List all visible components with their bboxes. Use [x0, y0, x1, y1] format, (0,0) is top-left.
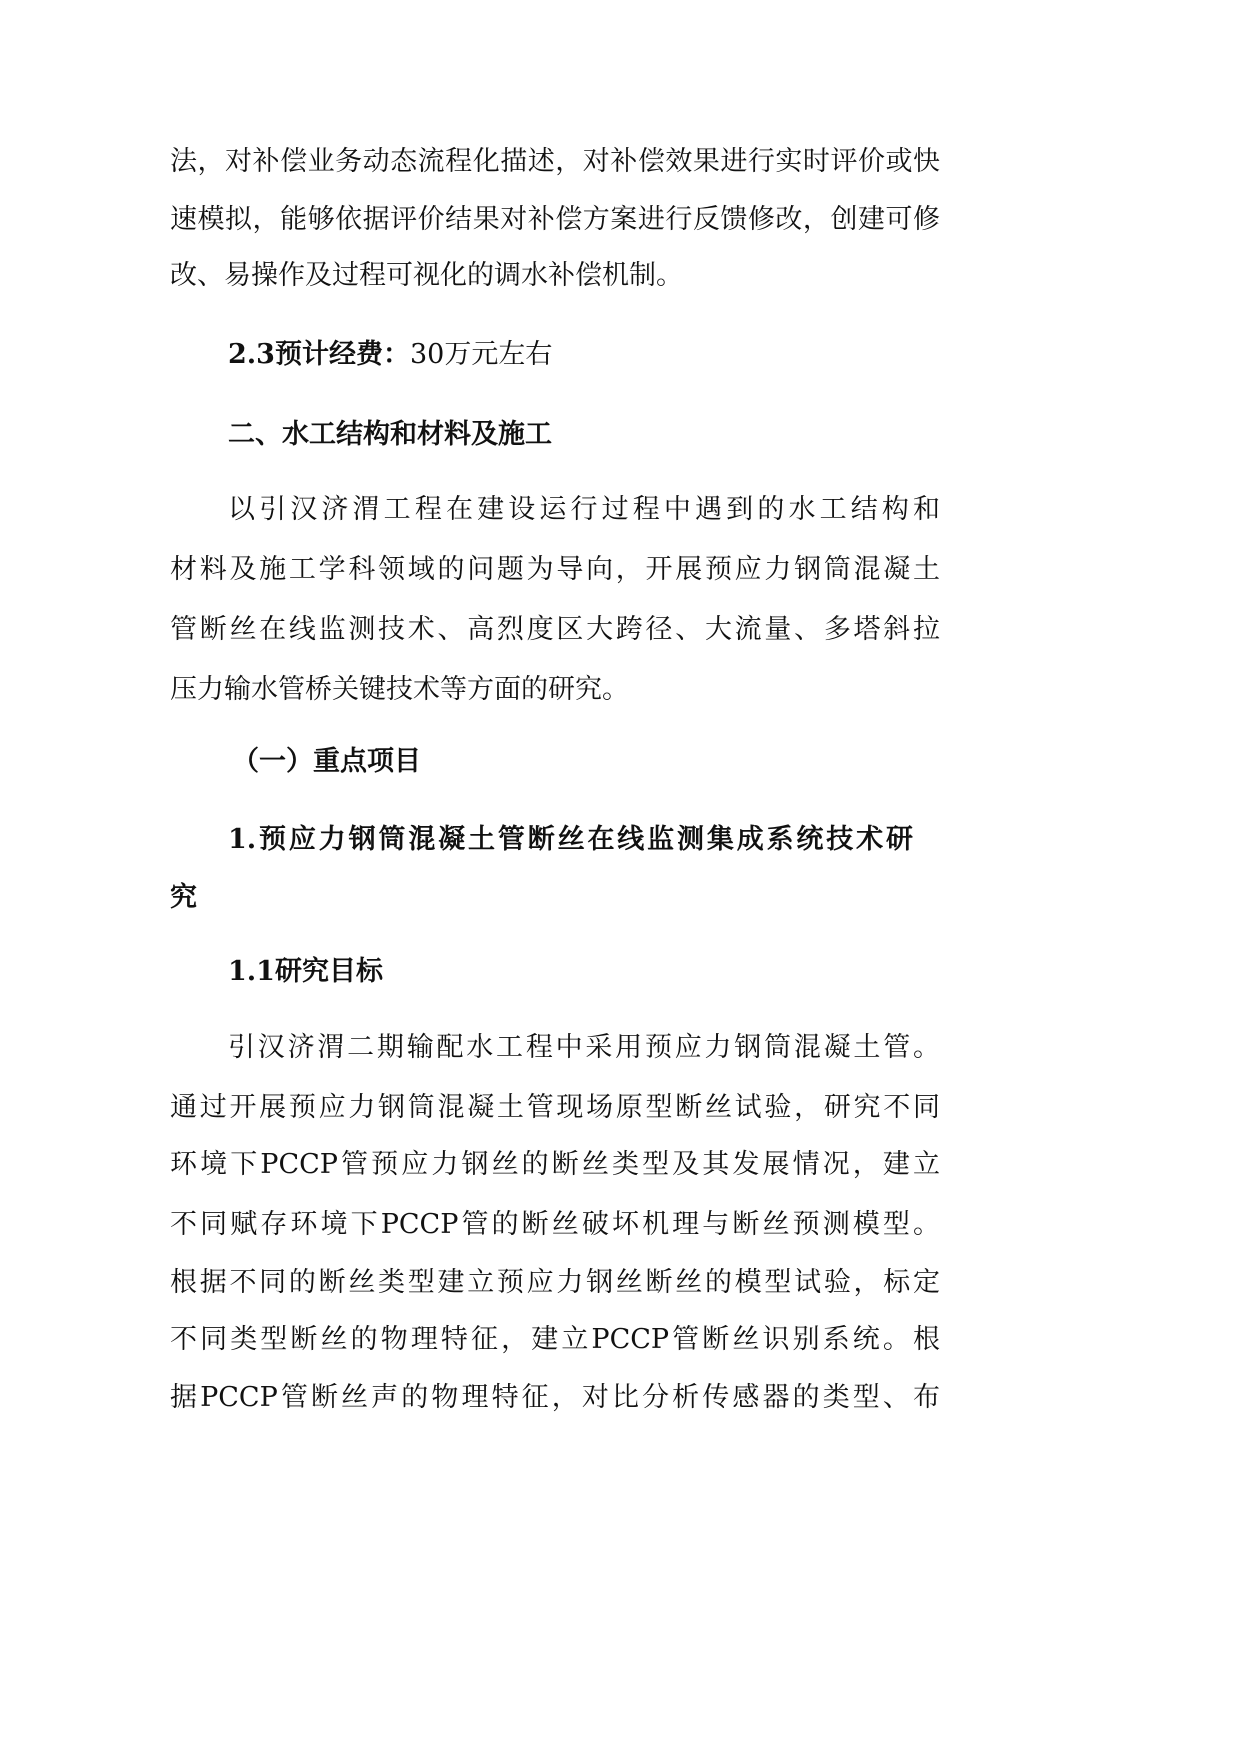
budget-line [228, 338, 940, 372]
project-title-line: 1.预应力钢筒混凝土管断丝在线监测集成系统技术研 [228, 824, 913, 855]
subsection-heading: （一）重点项目 [232, 746, 421, 777]
paragraph-line: 根据不同的断丝类型建立预应力钢丝断丝的模型试验，标定 [170, 1267, 940, 1298]
paragraph-line: 引汉济渭二期输配水工程中采用预应力钢筒混凝土管。 [228, 1032, 940, 1063]
project-title-line: 究 [170, 882, 197, 913]
section-heading: 二、水工结构和材料及施工 [228, 419, 552, 450]
paragraph-line: 以引汉济渭工程在建设运行过程中遇到的水工结构和 [228, 494, 940, 525]
paragraph-line: 据PCCP管断丝声的物理特征，对比分析传感器的类型、布 [170, 1382, 940, 1413]
objective-heading: 1.1研究目标 [228, 956, 383, 987]
paragraph-line: 通过开展预应力钢筒混凝土管现场原型断丝试验，研究不同 [170, 1092, 940, 1123]
paragraph-line: 不同赋存环境下PCCP管的断丝破坏机理与断丝预测模型。 [170, 1209, 940, 1240]
paragraph-line: 环境下PCCP管预应力钢丝的断丝类型及其发展情况，建立 [170, 1149, 940, 1180]
budget-label: 2.3预计经费： [228, 339, 410, 370]
paragraph-line: 法，对补偿业务动态流程化描述，对补偿效果进行实时评价或快 [170, 146, 940, 177]
paragraph-line: 材料及施工学科领域的问题为导向，开展预应力钢筒混凝土 [170, 554, 940, 585]
paragraph-line: 管断丝在线监测技术、高烈度区大跨径、大流量、多塔斜拉 [170, 614, 940, 645]
paragraph-line: 压力输水管桥关键技术等方面的研究。 [170, 674, 629, 705]
paragraph-line: 速模拟，能够依据评价结果对补偿方案进行反馈修改，创建可修 [170, 204, 940, 235]
budget-value: 30万元左右 [409, 339, 553, 370]
paragraph-line: 不同类型断丝的物理特征，建立PCCP管断丝识别系统。根 [170, 1324, 940, 1355]
paragraph-line: 改、易操作及过程可视化的调水补偿机制。 [170, 260, 683, 291]
